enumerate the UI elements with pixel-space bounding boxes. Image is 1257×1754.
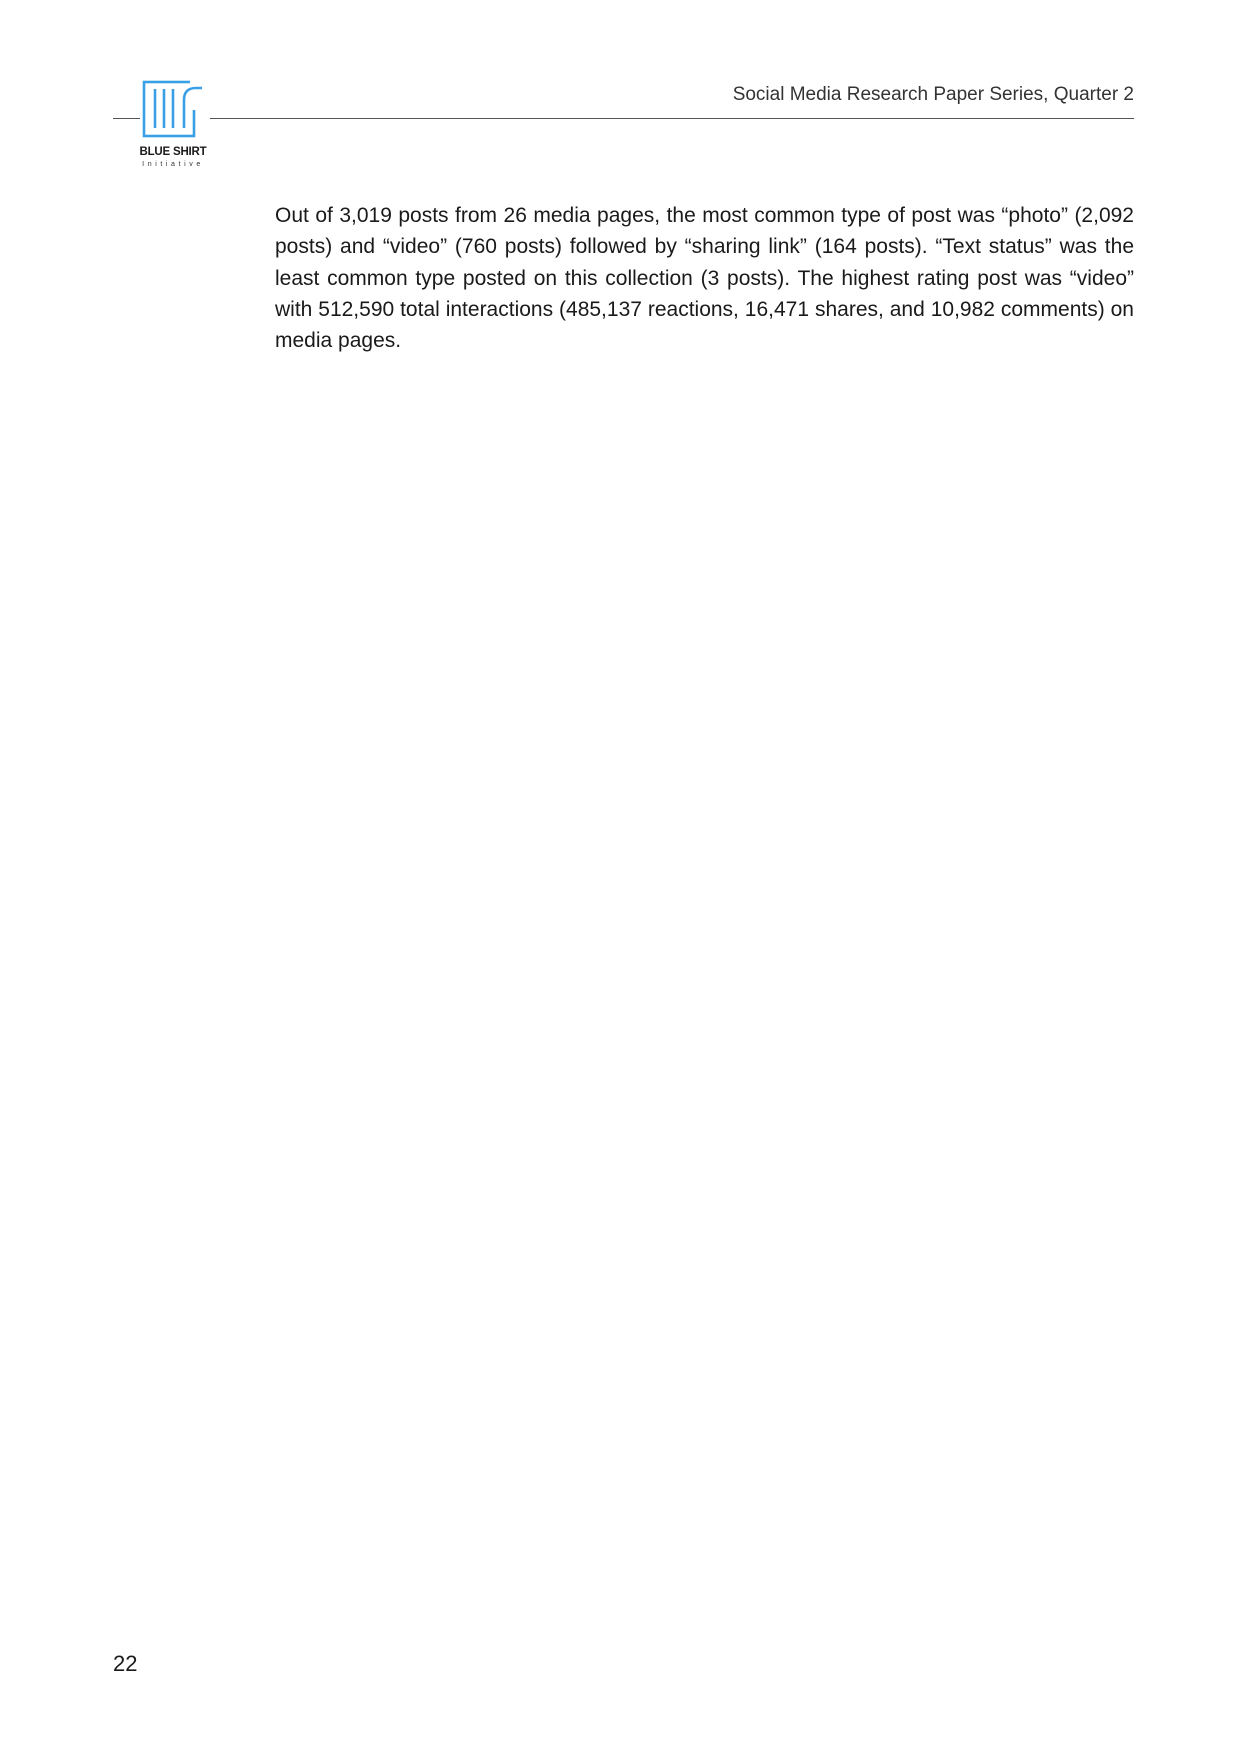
logo-subtitle: Initiative [142, 161, 204, 168]
series-title: Social Media Research Paper Series, Quarter 2 [732, 84, 1134, 105]
logo-mark-icon [140, 80, 206, 140]
page-number: 22 [113, 1651, 138, 1676]
body-paragraph: Out of 3,019 posts from 26 media pages, the most common type of post was “photo” (2,092 posts) and “video” (760 posts) followed by “sharing link” (164 posts). “Text status” was the least common type posted on this collection (3 posts). The highest rating post was “video” with 512,590 total interactions (485,137 reactions, 16,471 shares, and 10,982 comments) on media pages. [275, 204, 1134, 353]
blue-shirt-initiative-logo [128, 80, 218, 175]
header-rule [210, 118, 1134, 119]
logo-name: BLUE SHIRT [139, 146, 207, 158]
